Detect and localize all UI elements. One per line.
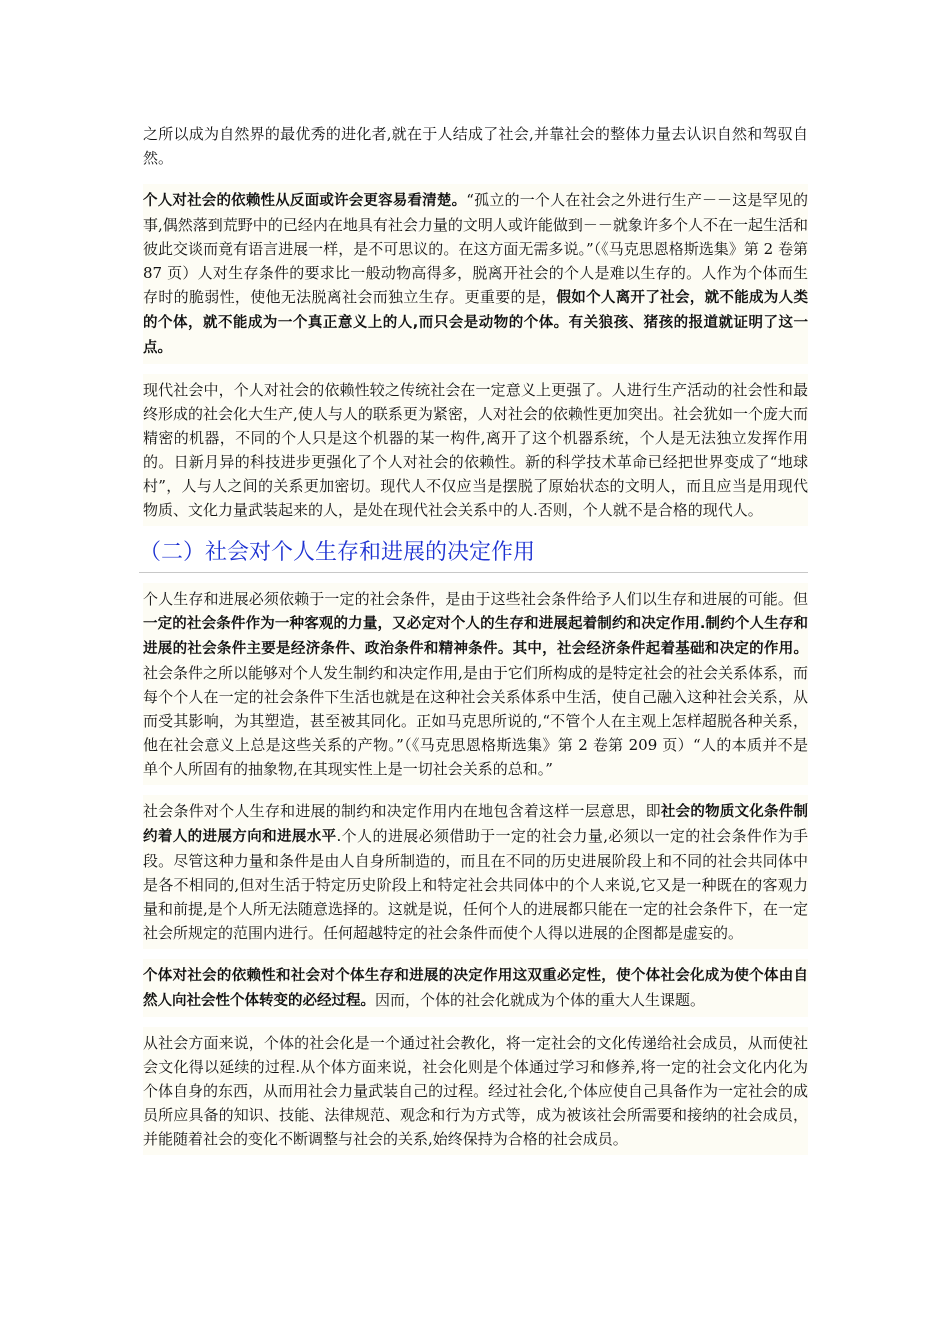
paragraph-modern-society xyxy=(143,374,808,526)
paragraph-material-culture xyxy=(143,795,808,949)
paragraph-socialization-necessity xyxy=(143,959,808,1017)
text-run: “孤立的一个人在社会之外进行生产－－这是罕见的事,偶然落到荒野中的已经内在地具有社会力量的文明人或许能做到－－就象许多个人不在一起生活和彼此交谈而竟有语言进展一样，是不可思议的。在这方面无需多说。”（《马克思恩格斯选集》第 2 卷第 87 页）人对生存条件的要求比一般动物高得多，脱离开社会的个人是难以生存的。人作为个体而生存时的脆弱性，使他无法脱离社会而独立生存。更重要的是， xyxy=(143,191,809,306)
paragraph-dependence xyxy=(143,184,808,364)
text-run: .个人的进展必须借助于一定的社会力量,必须以一定的社会条件作为手段。尽管这种力量和条件是由人自身所制造的，而且在不同的历史进展阶段上和不同的社会共同体中是各不相同的,但对生活于特定历史阶段上和特定社会共同体中的个人来说,它又是一种既在的客观力量和前提,是个人所无法随意选择的。这就是说，任何个人的进展都只能在一定的社会条件下，在一定社会所规定的范围内进行。任何超越特定的社会条件而使个人得以进展的企图都是虚妄的。 xyxy=(143,827,808,942)
paragraph-social-conditions xyxy=(143,583,808,785)
text-run: 社会条件之所以能够对个人发生制约和决定作用,是由于它们所构成的是特定社会的社会关系体系，而每个个人在一定的社会条件下生活也就是在这种社会关系体系中生活，使自己融入这种社会关系，从而受其影响，为其塑造，甚至被其同化。正如马克思所说的,“不管个人在主观上怎样超脱各种关系，他在社会意义上总是这些关系的产物。”（《马克思恩格斯选集》第 2 卷第 209 页）“人的本质并不是单个人所固有的抽象物,在其现实性上是一切社会关系的总和。” xyxy=(143,664,808,778)
text-run: 从社会方面来说，个体的社会化是一个通过社会教化，将一定社会的文化传递给社会成员，从而使社会文化得以延续的过程.从个体方面来说，社会化则是个体通过学习和修养,将一定的社会文化内化为个体自身的东西，从而用社会力量武装自己的过程。经过社会化,个体应使自己具备作为一定社会的成员所应具备的知识、技能、法律规范、观念和行为方式等，成为被该社会所需要和接纳的社会成员，并能随着社会的变化不断调整与社会的关系,始终保持为合格的社会成员。 xyxy=(143,1034,808,1148)
section-heading: （二）社会对个人生存和进展的决定作用 xyxy=(139,536,808,573)
bold-run: 个人对社会的依赖性从反面或许会更容易看清楚。 xyxy=(143,193,467,209)
bold-run: 假如个人离开了社会，就不能成为人类的个体，就不能成为一个真正意义上的人,而只会是动物的个体。有关狼孩、猪孩的报道就证明了这一点。 xyxy=(143,290,809,356)
text-run: 现代社会中，个人对社会的依赖性较之传统社会在一定意义上更强了。人进行生产活动的社会性和最终形成的社会化大生产,使人与人的联系更为紧密，人对社会的依赖性更加突出。社会犹如一个庞大而精密的机器，不同的个人只是这个机器的某一构件,离开了这个机器系统，个人是无法独立发挥作用的。日新月异的科技进步更强化了个人对社会的依赖性。新的科学技术革命已经把世界变成了“地球村”，人与人之间的关系更加密切。现代人不仅应当是摆脱了原始状态的文明人，而且应当是用现代物质、文化力量武装起来的人，是处在现代社会关系中的人.否则，个人就不是合格的现代人。 xyxy=(143,381,808,519)
bold-run: 一定的社会条件作为一种客观的力量，又必定对个人的生存和进展起着制约和决定作用.制约个人生存和进展的社会条件主要是经济条件、政治条件和精神条件。其中，社会经济条件起着基础和决定的作用。 xyxy=(143,616,808,657)
text-run: 之所以成为自然界的最优秀的进化者,就在于人结成了社会,并靠社会的整体力量去认识自然和驾驭自然。 xyxy=(143,125,808,167)
text-run: 因而，个体的社会化就成为个体的重大人生课题。 xyxy=(375,991,706,1009)
bold-run: 个体对社会的依赖性和社会对个体生存和进展的决定作用这双重必定性，使个体社会化成为使个体由自然人向社会性个体转变的必经过程。 xyxy=(143,968,808,1009)
bold-run: 社会的物质文化条件制约着人的进展方向和进展水平 xyxy=(143,804,808,845)
text-run: 个人生存和进展必须依赖于一定的社会条件，是由于这些社会条件给予人们以生存和进展的可能。但 xyxy=(143,590,808,608)
document-page xyxy=(139,118,809,1165)
paragraph-intro xyxy=(143,118,808,174)
text-run: 社会条件对个人生存和进展的制约和决定作用内在地包含着这样一层意思，即 xyxy=(143,802,661,820)
paragraph-socialization-process xyxy=(143,1027,808,1155)
